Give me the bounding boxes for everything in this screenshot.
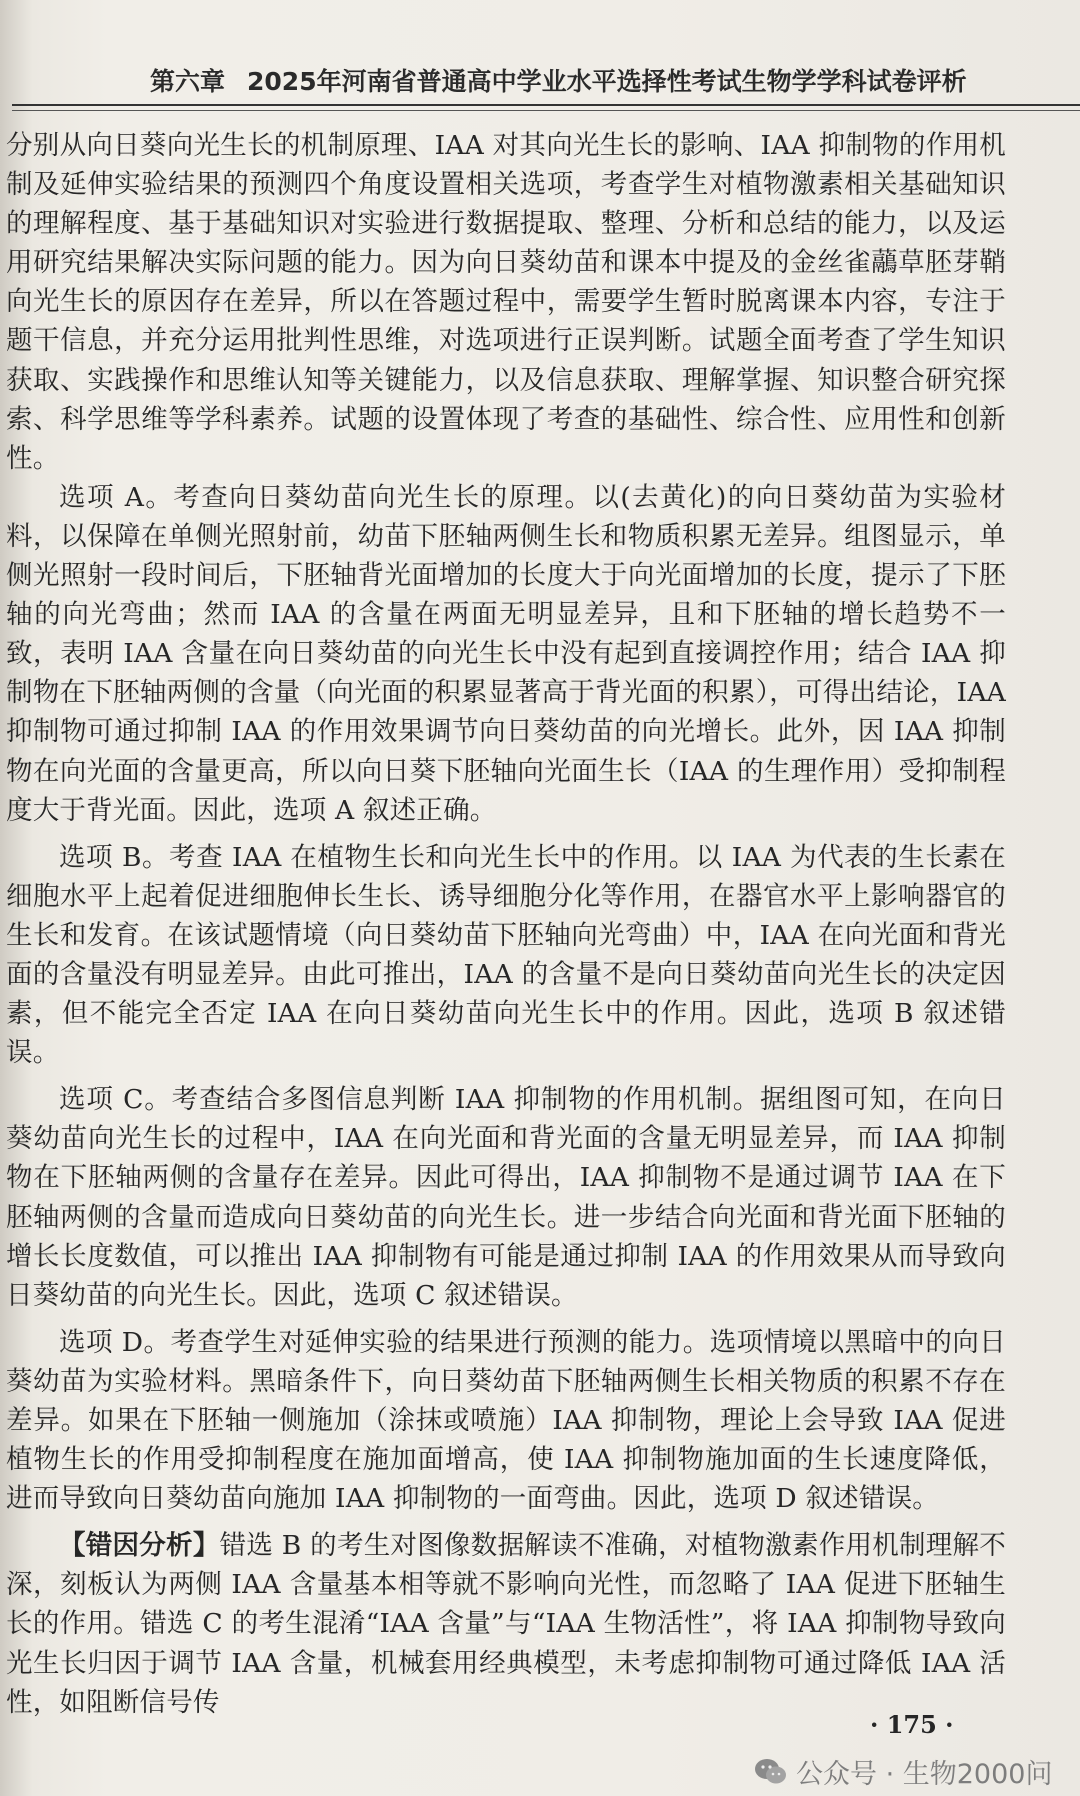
header-title: 2025年河南省普通高中学业水平选择性考试生物学学科试卷评析 bbox=[247, 67, 967, 96]
paragraph-option-d: 选项 D。考查学生对延伸实验的结果进行预测的能力。选项情境以黑暗中的向日葵幼苗为实验材料。黑暗条件下，向日葵幼苗下胚轴两侧生长相关物质的积累不存在差异。如果在下胚轴一侧施加（涂抹或喷施）IAA 抑制物，理论上会导致 IAA 促进植物生长的作用受抑制程度在施加面增高，使 IAA 抑制物施加面的生长速度降低，进而导致向日葵幼苗向施加 IAA 抑制物的一面弯曲。因此，选项 D 叙述错误。 bbox=[6, 1326, 1006, 1515]
paragraph-error-analysis bbox=[6, 1526, 1006, 1721]
body-text bbox=[6, 126, 1006, 1722]
watermark bbox=[754, 1752, 1052, 1791]
running-header bbox=[150, 62, 1050, 98]
watermark-text: 公众号 · 生物2000问 bbox=[796, 1759, 1053, 1790]
header-rule-thin bbox=[12, 110, 1080, 111]
paragraph-option-b: 选项 B。考查 IAA 在植物生长和向光生长中的作用。以 IAA 为代表的生长素在细胞水平上起着促进细胞伸长生长、诱导细胞分化等作用，在器官水平上影响器官的生长和发育。在该试题情境（向日葵幼苗下胚轴向光弯曲）中，IAA 在向光面和背光面的含量没有明显差异。由此可推出，IAA 的含量不是向日葵幼苗向光生长的决定因素，但不能完全否定 IAA 在向日葵幼苗向光生长中的作用。因此，选项 B 叙述错误。 bbox=[6, 841, 1006, 1069]
page-number: · 175 · bbox=[870, 1710, 954, 1739]
paragraph-intro: 分别从向日葵向光生长的机制原理、IAA 对其向光生长的影响、IAA 抑制物的作用机制及延伸实验结果的预测四个角度设置相关选项，考查学生对植物激素相关基础知识的理解程度、基于基础知识对实验进行数据提取、整理、分析和总结的能力，以及运用研究结果解决实际问题的能力。因为向日葵幼苗和课本中提及的金丝雀虉草胚芽鞘向光生长的原因存在差异，所以在答题过程中，需要学生暂时脱离课本内容，专注于题干信息，并充分运用批判性思维，对选项进行正误判断。试题全面考查了学生知识获取、实践操作和思维认知等关键能力，以及信息获取、理解掌握、知识整合研究探索、科学思维等学科素养。试题的设置体现了考查的基础性、综合性、应用性和创新性。 bbox=[6, 130, 1006, 474]
paragraph-option-c: 选项 C。考查结合多图信息判断 IAA 抑制物的作用机制。据组图可知，在向日葵幼苗向光生长的过程中，IAA 在向光面和背光面的含量无明显差异，而 IAA 抑制物在下胚轴两侧的含量存在差异。因此可得出，IAA 抑制物不是通过调节 IAA 在下胚轴两侧的含量而造成向日葵幼苗的向光生长。进一步结合向光面和背光面下胚轴的增长长度数值，可以推出 IAA 抑制物有可能是通过抑制 IAA 的作用效果从而导致向日葵幼苗的向光生长。因此，选项 C 叙述错误。 bbox=[6, 1084, 1006, 1311]
error-analysis-text: 错选 B 的考生对图像数据解读不准确，对植物激素作用机制理解不深，刻板认为两侧 IAA 含量基本相等就不影响向光性，而忽略了 IAA 促进下胚轴生长的作用。错选 C 的考生混淆“IAA 含量”与“IAA 生物活性”，将 IAA 抑制物导致向光生长归因于调节 IAA 含量，机械套用经典模型，未考虑抑制物可通过降低 IAA 活性，如阻断信号传 bbox=[6, 1530, 1006, 1718]
wechat-icon bbox=[754, 1757, 788, 1787]
error-analysis-tag: 【错因分析】 bbox=[59, 1530, 220, 1562]
paragraph-option-a: 选项 A。考查向日葵幼苗向光生长的原理。以(去黄化)的向日葵幼苗为实验材料，以保障在单侧光照射前，幼苗下胚轴两侧生长和物质积累无差异。组图显示，单侧光照射一段时间后，下胚轴背光面增加的长度大于向光面增加的长度，提示了下胚轴的向光弯曲；然而 IAA 的含量在两面无明显差异，且和下胚轴的增长趋势不一致，表明 IAA 含量在向日葵幼苗的向光生长中没有起到直接调控作用；结合 IAA 抑制物在下胚轴两侧的含量（向光面的积累显著高于背光面的积累），可得出结论，IAA 抑制物可通过抑制 IAA 的作用效果调节向日葵幼苗的向光增长。此外，因 IAA 抑制物在向光面的含量更高，所以向日葵下胚轴向光面生长（IAA 的生理作用）受抑制程度大于背光面。因此，选项 A 叙述正确。 bbox=[6, 481, 1006, 826]
header-rule bbox=[12, 104, 1080, 106]
chapter-label: 第六章 bbox=[150, 67, 226, 96]
